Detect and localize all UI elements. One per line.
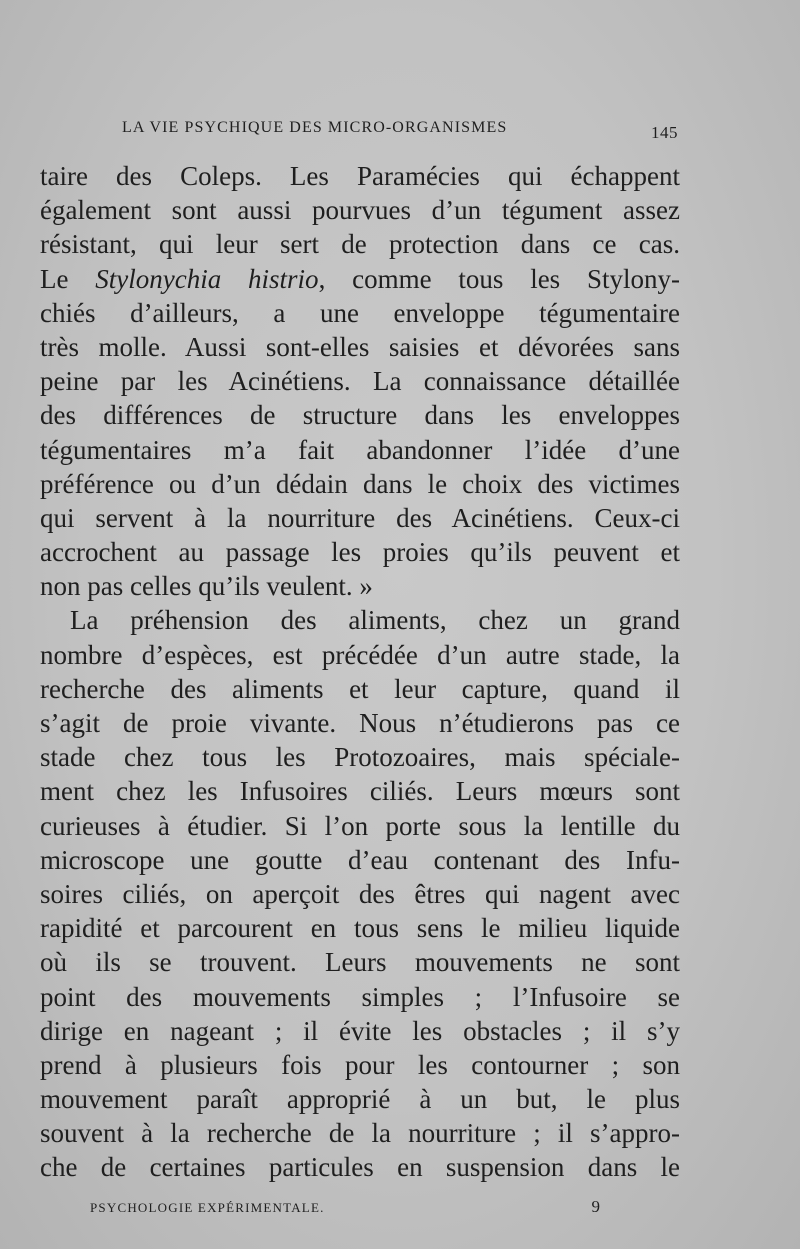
page-footer [90,1197,600,1222]
text-line: s’agit de proie vivante. Nous n’étudierons pas ce [40,708,680,738]
text-line: peine par les Acinétiens. La connaissance détaillée [40,366,680,397]
body-text [40,159,680,1185]
text-line: taire des Coleps. Les Paramécies qui échappent [40,161,680,191]
text-line: che de certaines particules en suspension dans le [40,1152,680,1183]
text-line: curieuses à étudier. Si l’on porte sous la lentille du [40,810,680,841]
text-fragment: Le [40,263,96,294]
text-line [40,262,680,296]
text-line: chiés d’ailleurs, a une enveloppe tégumentaire [40,297,680,328]
text-line: qui servent à la nourriture des Acinétiens. Ceux-ci [40,502,680,533]
text-line: également sont aussi pourvues d’un tégument assez [40,195,680,226]
running-header [122,117,678,141]
text-line: souvent à la recherche de la nourriture ; il s’appro- [40,1118,680,1149]
text-line: préférence ou d’un dédain dans le choix des victimes [40,468,680,499]
text-line: tégumentaires m’a fait abandonner l’idée d’une [40,434,680,465]
text-line: résistant, qui leur sert de protection dans ce cas. [40,229,680,260]
text-line: ment chez les Infusoires ciliés. Leurs mœurs sont [40,776,680,807]
text-line: microscope une goutte d’eau contenant des Infu- [40,844,680,875]
text-line: des différences de structure dans les enveloppes [40,400,680,431]
text-line: recherche des aliments et leur capture, quand il [40,673,680,704]
text-line: non pas celles qu’ils veulent. » [40,571,373,602]
text-line: mouvement paraît approprié à un but, le plus [40,1084,680,1115]
text-fragment: , comme tous les Stylony- [318,263,680,294]
text-line: accrochent au passage les proies qu’ils peuvent et [40,537,680,568]
signature-number: 9 [591,1197,600,1216]
species-name: Stylonychia histrio [95,263,319,294]
text-line: où ils se trouvent. Leurs mouvements ne sont [40,947,680,978]
text-line: point des mouvements simples ; l’Infusoire se [40,981,680,1012]
text-line: soires ciliés, on aperçoit des êtres qui nagent avec [40,878,680,909]
text-line: très molle. Aussi sont-elles saisies et dévorées sans [40,331,680,362]
signature-mark: PSYCHOLOGIE EXPÉRIMENTALE. [90,1200,325,1215]
text-line: nombre d’espèces, est précédée d’un autre stade, la [40,639,680,670]
text-line: rapidité et parcourent en tous sens le milieu liquide [40,913,680,944]
text-line: prend à plusieurs fois pour les contourner ; son [40,1049,680,1080]
page-number: 145 [651,123,678,142]
paragraph-first-line: La préhension des aliments, chez un grand [70,605,680,636]
text-line: stade chez tous les Protozoaires, mais spéciale- [40,742,680,773]
text-line: dirige en nageant ; il évite les obstacles ; il s’y [40,1015,680,1046]
running-title: LA VIE PSYCHIQUE DES MICRO-ORGANISMES [122,119,508,136]
